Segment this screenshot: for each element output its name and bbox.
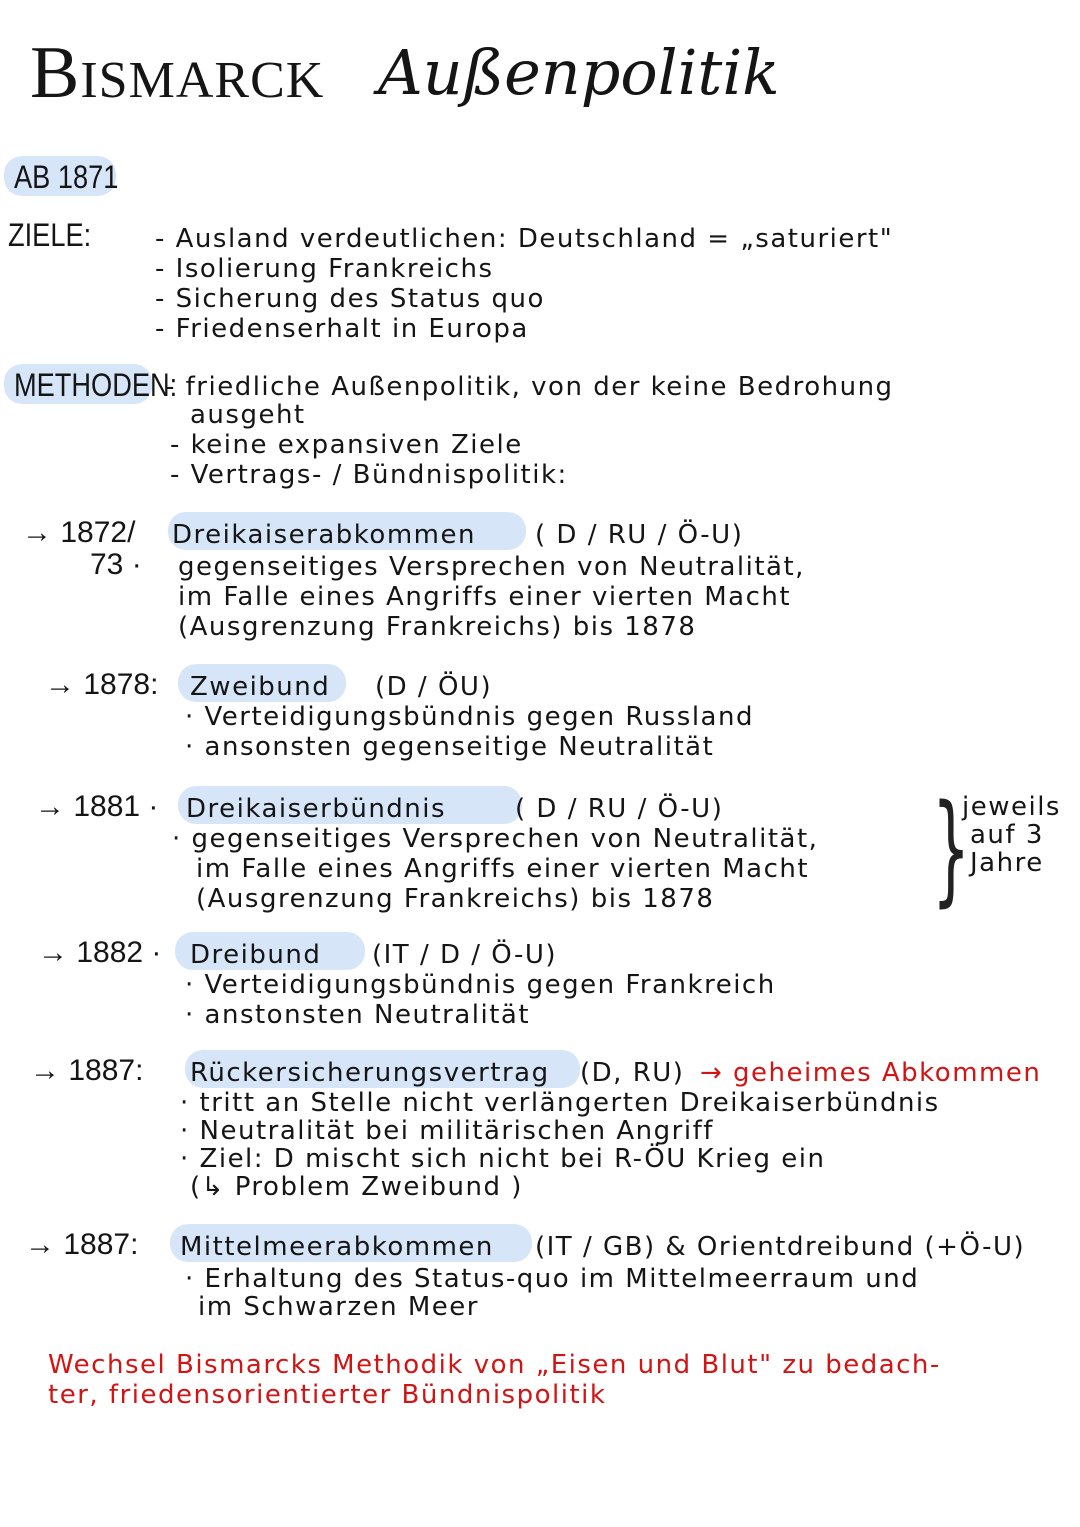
entry-parties: (D, RU) xyxy=(580,1058,685,1088)
goal-item: - Ausland verdeutlichen: Deutschland = „saturiert" xyxy=(155,224,894,254)
entry-year: → 1872/ xyxy=(22,516,136,549)
entry-name: Dreikaiserabkommen xyxy=(172,520,476,550)
entry-name: Rückersicherungsvertrag xyxy=(190,1058,550,1088)
method-item: - Vertrags- / Bündnispolitik: xyxy=(170,460,568,490)
entry-note: · Erhaltung des Status-quo im Mittelmeerraum und xyxy=(185,1264,920,1294)
entry-note: · Neutralität bei militärischen Angriff xyxy=(180,1116,714,1146)
entry-parties: (IT / D / Ö-U) xyxy=(372,940,558,970)
goal-item: - Friedenserhalt in Europa xyxy=(155,314,529,344)
page-subtitle: Außenpolitik xyxy=(378,36,780,109)
method-item: ausgeht xyxy=(190,400,306,430)
entry-name: Mittelmeerabkommen xyxy=(180,1232,494,1262)
entry-parties: ( D / RU / Ö-U) xyxy=(535,520,744,550)
entry-note: · Ziel: D mischt sich nicht bei R-ÖU Krieg ein xyxy=(180,1144,826,1174)
goals-label: ZIELE: xyxy=(8,217,92,253)
entry-parties: (IT / GB) & Orientdreibund (+Ö-U) xyxy=(535,1232,1026,1262)
secret-agreement-note: → geheimes Abkommen xyxy=(700,1058,1042,1088)
entry-note: (Ausgrenzung Frankreichs) bis 1878 xyxy=(196,884,715,914)
goal-item: - Isolierung Frankreichs xyxy=(155,254,494,284)
conclusion-line: ter, friedensorientierter Bündnispolitik xyxy=(48,1380,607,1410)
entry-name: Dreibund xyxy=(190,940,322,970)
entry-parties: (D / ÖU) xyxy=(375,672,493,702)
entry-note: im Falle eines Angriffs einer vierten Macht xyxy=(196,854,810,884)
methods-label: METHODEN: xyxy=(14,367,178,403)
entry-note: · Verteidigungsbündnis gegen Frankreich xyxy=(185,970,776,1000)
entry-year: → 1882 · xyxy=(38,936,162,969)
entry-parties: ( D / RU / Ö-U) xyxy=(515,794,724,824)
page-title: Bismarck xyxy=(30,32,325,114)
entry-year: → 1878: xyxy=(45,668,159,701)
entry-note: · gegenseitiges Versprechen von Neutralität, xyxy=(172,824,819,854)
method-item: - friedliche Außenpolitik, von der keine Bedrohung xyxy=(165,372,894,402)
entry-note: (Ausgrenzung Frankreichs) bis 1878 xyxy=(178,612,697,642)
side-note: auf 3 xyxy=(970,820,1044,850)
method-item: - keine expansiven Ziele xyxy=(170,430,523,460)
entry-note: · tritt an Stelle nicht verlängerten Dreikaiserbündnis xyxy=(180,1088,940,1118)
entry-year: → 1887: xyxy=(30,1054,144,1087)
entry-name: Dreikaiserbündnis xyxy=(186,794,447,824)
entry-note: im Falle eines Angriffs einer vierten Macht xyxy=(178,582,792,612)
side-note: Jahre xyxy=(970,848,1044,878)
entry-note: · anstonsten Neutralität xyxy=(185,1000,531,1030)
entry-note: gegenseitiges Versprechen von Neutralität, xyxy=(178,552,805,582)
entry-year: → 1881 · xyxy=(35,790,159,823)
entry-year: → 1887: xyxy=(25,1228,139,1261)
entry-name: Zweibund xyxy=(190,672,331,702)
goal-item: - Sicherung des Status quo xyxy=(155,284,545,314)
entry-note: im Schwarzen Meer xyxy=(198,1292,479,1322)
entry-note: (↳ Problem Zweibund ) xyxy=(190,1172,523,1202)
entry-note: · ansonsten gegenseitige Neutralität xyxy=(185,732,715,762)
conclusion-line: Wechsel Bismarcks Methodik von „Eisen und Blut" zu bedach- xyxy=(48,1350,941,1380)
since-label: AB 1871 xyxy=(14,159,119,195)
side-note: jeweils xyxy=(962,792,1061,822)
entry-note: · Verteidigungsbündnis gegen Russland xyxy=(185,702,754,732)
brace-icon: } xyxy=(932,780,971,919)
entry-year: 73 · xyxy=(90,548,142,581)
